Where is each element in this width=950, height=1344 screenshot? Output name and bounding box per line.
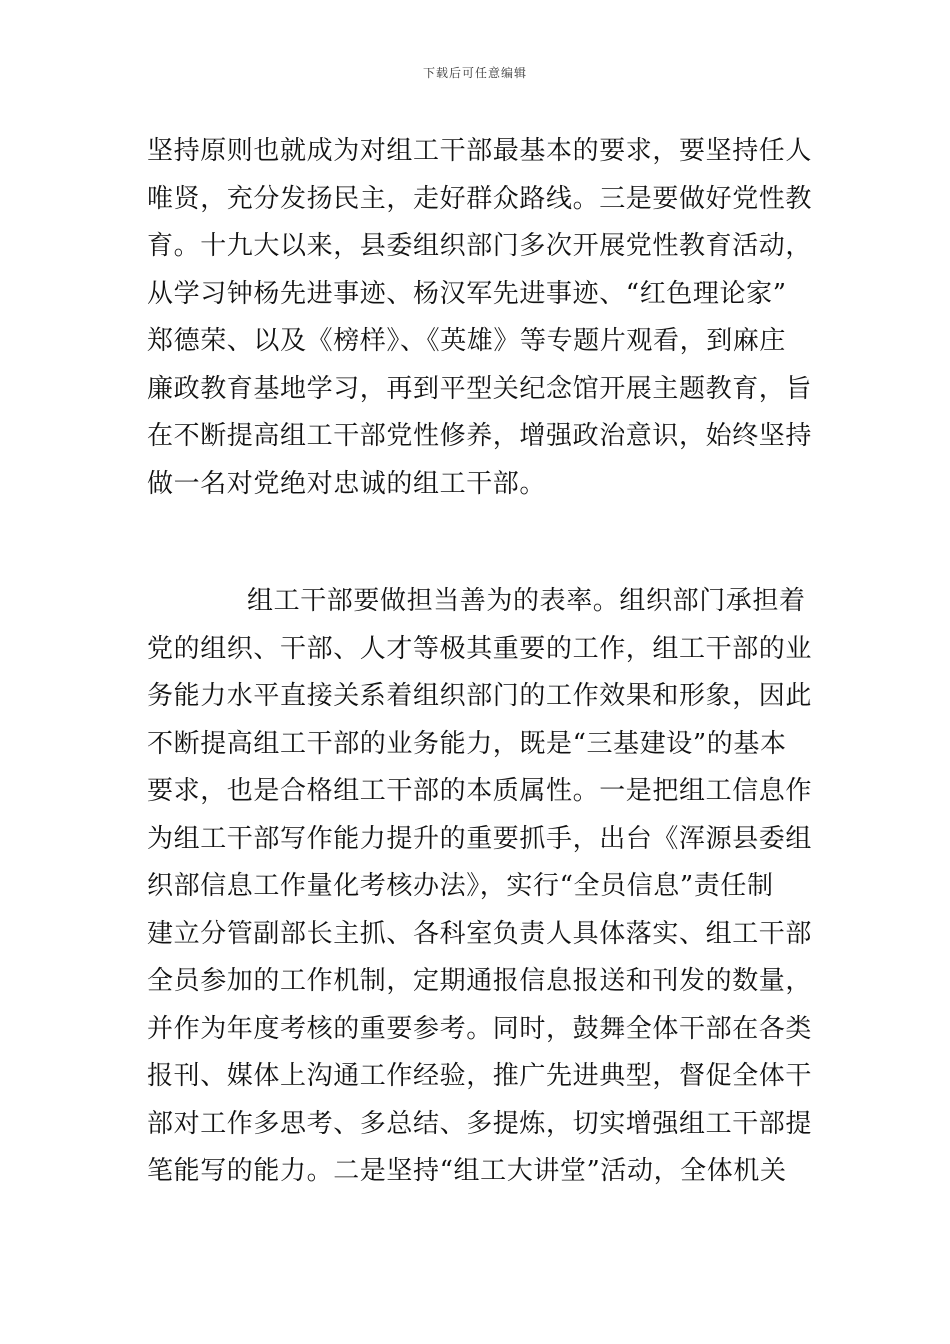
text-line: 唯贤，充分发扬民主，走好群众路线。三是要做好党性教: [147, 183, 813, 214]
text-line: 从学习钟杨先进事迹、杨汉军先进事迹、“红色理论家”: [147, 278, 787, 309]
text-line: 廉政教育基地学习，再到平型关纪念馆开展主题教育，旨: [147, 373, 813, 404]
paragraph-1: [147, 128, 827, 508]
text-line: 织部信息工作量化考核办法》，实行“全员信息”责任制: [147, 871, 774, 901]
paragraph-2: [147, 578, 827, 1196]
text-line: 务能力水平直接关系着组织部门的工作效果和形象，因此: [147, 681, 813, 711]
text-line: 不断提高组工干部的业务能力，既是“三基建设”的基本: [147, 728, 787, 759]
text-line: 要求，也是合格组工干部的本质属性。一是把组工信息作: [147, 776, 813, 806]
text-line: 做一名对党绝对忠诚的组工干部。: [147, 468, 547, 499]
text-line: 全员参加的工作机制，定期通报信息报送和刊发的数量，: [147, 966, 813, 996]
text-line: 坚持原则也就成为对组工干部最基本的要求，要坚持任人: [147, 136, 813, 166]
text-line: 并作为年度考核的重要参考。同时，鼓舞全体干部在各类: [147, 1013, 813, 1044]
text-line: 笔能写的能力。二是坚持“组工大讲堂”活动，全体机关: [147, 1156, 787, 1186]
text-line-indented: 组工干部要做担当善为的表率。组织部门承担着: [247, 586, 806, 616]
text-line: 党的组织、干部、人才等极其重要的工作，组工干部的业: [147, 633, 813, 664]
text-line: 为组工干部写作能力提升的重要抓手，出台《浑源县委组: [147, 823, 813, 854]
text-line: 育。十九大以来，县委组织部门多次开展党性教育活动，: [147, 231, 813, 261]
text-line: 部对工作多思考、多总结、多提炼，切实增强组工干部提: [147, 1108, 813, 1139]
text-line: 建立分管副部长主抓、各科室负责人具体落实、组工干部: [147, 918, 813, 949]
text-line: 在不断提高组工干部党性修养，增强政治意识，始终坚持: [147, 421, 813, 451]
text-line: 报刊、媒体上沟通工作经验，推广先进典型，督促全体干: [147, 1061, 813, 1091]
header-note: 下载后可任意编辑: [422, 66, 527, 80]
text-line: 郑德荣、以及《榜样》、《英雄》等专题片观看，到麻庄: [147, 326, 787, 356]
